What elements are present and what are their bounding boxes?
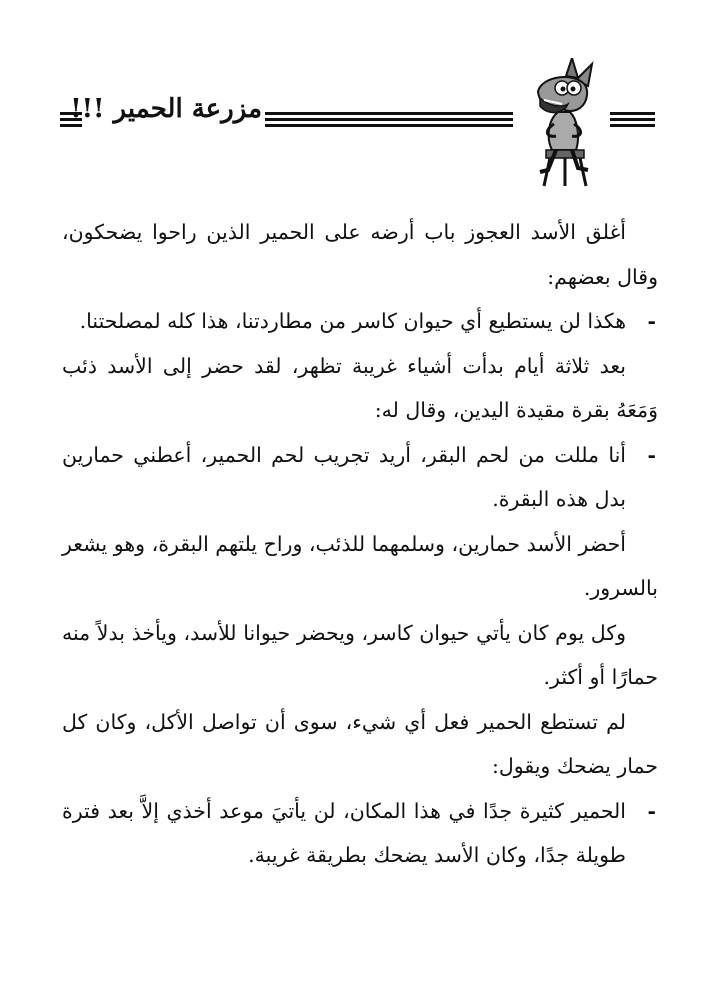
- dialog-line: [62, 433, 658, 522]
- paragraph: أغلق الأسد العجوز باب أرضه على الحمير الذين راحوا يضحكون، وقال بعضهم:: [62, 220, 658, 289]
- chapter-title: مزرعة الحمير !!!: [70, 94, 262, 124]
- dialog-line: [62, 789, 658, 878]
- dialog-text: أنا مللت من لحم البقر، أريد تجريب لحم الحمير، أعطني حمارين بدل هذه البقرة.: [62, 442, 626, 511]
- story-text: [62, 210, 658, 878]
- paragraph: بعد ثلاثة أيام بدأت أشياء غريبة تظهر، لقد حضر إلى الأسد ذئب وَمَعَهُ بقرة مقيدة اليدين، وقال له:: [62, 353, 658, 422]
- paragraph: أحضر الأسد حمارين، وسلمهما للذئب، وراح يلتهم البقرة، وهو يشعر بالسرور.: [62, 531, 658, 600]
- decorative-rule-middle: [265, 112, 513, 130]
- dialog-dash: -: [647, 442, 656, 467]
- paragraph: لم تستطع الحمير فعل أي شيء، سوى أن تواصل الأكل، وكان كل حمار يضحك ويقول:: [62, 709, 658, 778]
- dialog-line: [62, 299, 658, 344]
- dialog-dash: -: [647, 798, 656, 823]
- paragraph: وكل يوم كان يأتي حيوان كاسر، ويحضر حيوانا للأسد، ويأخذ بدلاً منه حمارًا أو أكثر.: [62, 620, 658, 689]
- dialog-text: هكذا لن يستطيع أي حيوان كاسر من مطاردتنا، هذا كله لمصلحتنا.: [79, 309, 626, 333]
- dialog-dash: -: [647, 309, 656, 333]
- cartoon-donkey-icon: [518, 58, 608, 188]
- decorative-rule-right: [610, 112, 655, 130]
- dialog-text: الحمير كثيرة جدًا في هذا المكان، لن يأتيَ موعد أخذي إلاَّ بعد فترة طويلة جدًا، وكان الأسد يضحك بطريقة غريبة.: [62, 798, 626, 867]
- chapter-header: [50, 58, 668, 186]
